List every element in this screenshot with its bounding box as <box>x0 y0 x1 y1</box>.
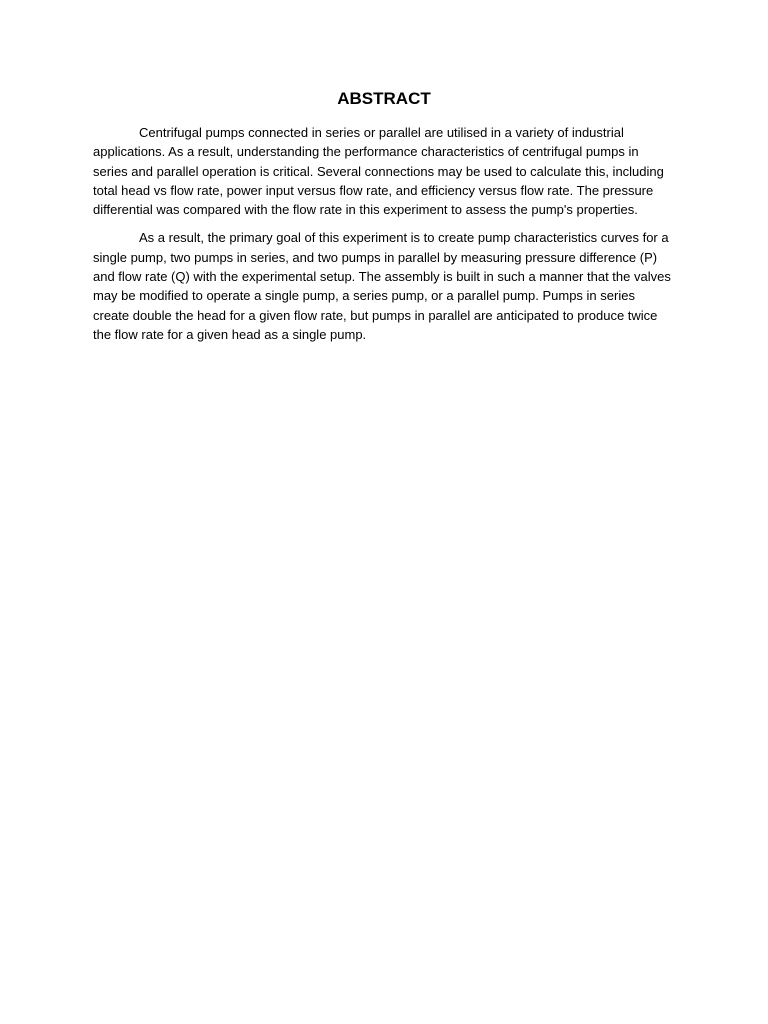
abstract-paragraph-1: Centrifugal pumps connected in series or parallel are utilised in a variety of industrial applications. As a result, understanding the performance characteristics of centrifugal pumps in series and parallel operation is critical. Several connections may be used to calculate this, including total head vs flow rate, power input versus flow rate, and efficiency versus flow rate. The pressure differential was compared with the flow rate in this experiment to assess the pump's properties. <box>93 125 664 218</box>
abstract-paragraph-2: As a result, the primary goal of this experiment is to create pump characteristics curves for a single pump, two pumps in series, and two pumps in parallel by measuring pressure difference (P) and flow rate (Q) with the experimental setup. The assembly is built in such a manner that the valves may be modified to operate a single pump, a series pump, or a parallel pump. Pumps in series create double the head for a given flow rate, but pumps in parallel are anticipated to produce twice the flow rate for a given head as a single pump. <box>93 230 671 342</box>
abstract-heading: ABSTRACT <box>337 89 431 108</box>
abstract-body <box>93 123 673 353</box>
